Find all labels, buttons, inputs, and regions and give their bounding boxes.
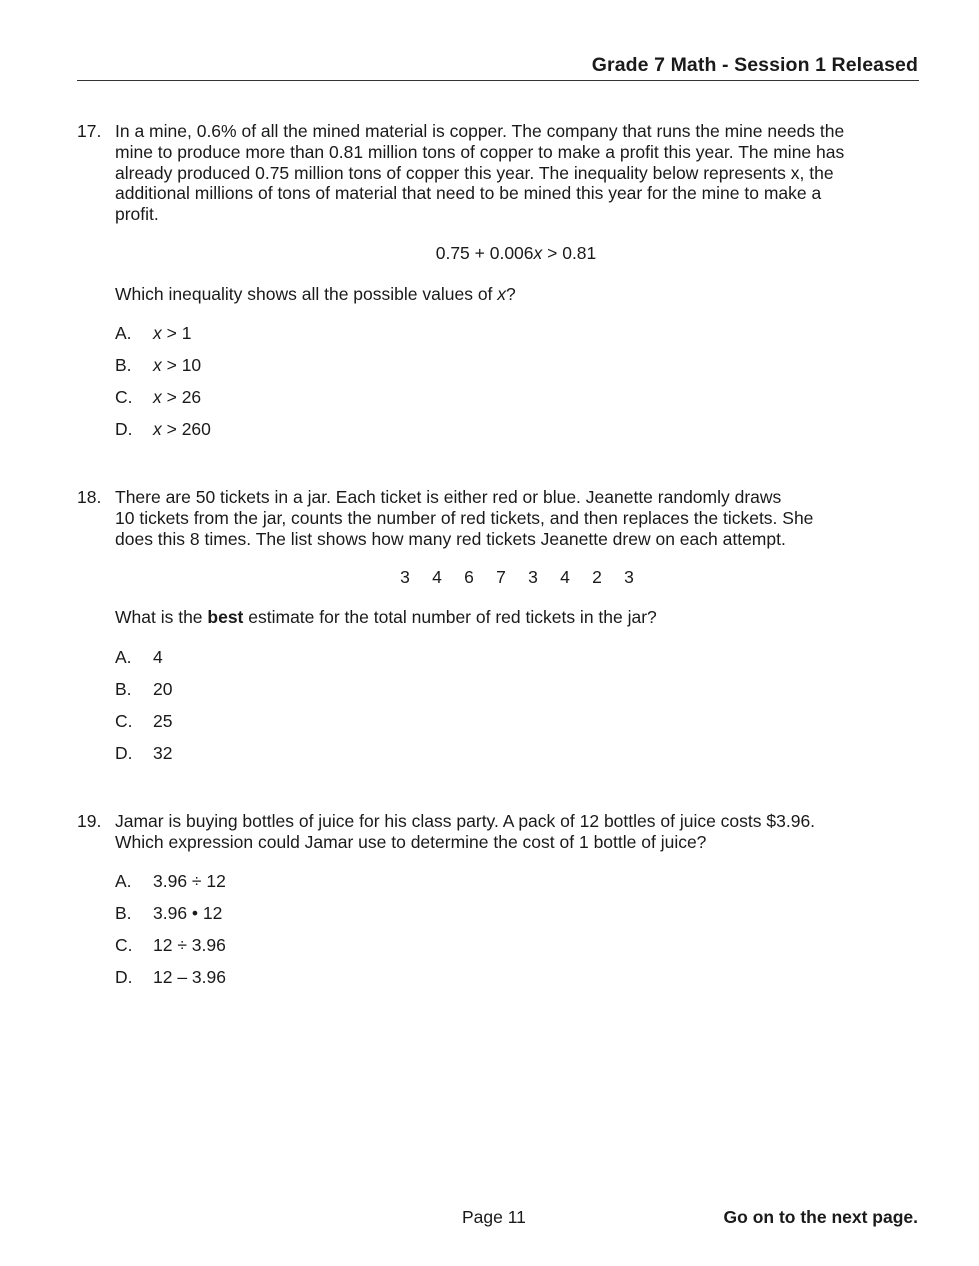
stem-line: does this 8 times. The list shows how many red tickets Jeanette drew on each attempt. (115, 528, 786, 549)
stem-line: additional millions of tons of material that need to be mined this year for the mine to make a (115, 183, 822, 204)
answer-choice-d[interactable]: D. 32 (115, 743, 173, 763)
question-prompt: What is the best estimate for the total number of red tickets in the jar? (115, 607, 657, 627)
question-number: 19. (77, 811, 102, 831)
page-header-title: Grade 7 Math - Session 1 Released (591, 54, 918, 76)
data-value: 7 (496, 567, 506, 587)
data-value: 4 (560, 567, 570, 587)
data-value: 4 (432, 567, 442, 587)
answer-choice-c[interactable]: C. 12 ÷ 3.96 (115, 935, 226, 955)
stem-line: In a mine, 0.6% of all the mined material is copper. The company that runs the mine needs the (115, 121, 845, 141)
answer-choice-b[interactable]: B. 3.96 • 12 (115, 903, 223, 923)
answer-choice-c[interactable]: C. x > 26 (115, 387, 202, 407)
question-prompt: Which inequality shows all the possible values of x? (115, 284, 516, 304)
data-value: 6 (464, 567, 474, 587)
stem-line: mine to produce more than 0.81 million tons of copper to make a profit this year. The mine has (115, 141, 845, 162)
stem-line: Jamar is buying bottles of juice for his class party. A pack of 12 bottles of juice costs $3.96. (115, 811, 816, 831)
answer-choice-d[interactable]: D. x > 260 (115, 419, 211, 439)
data-value: 3 (624, 567, 634, 587)
question-number: 17. (77, 121, 102, 141)
answer-choice-a[interactable]: A. 3.96 ÷ 12 (115, 871, 226, 891)
data-value: 3 (528, 567, 538, 587)
answer-choice-c[interactable]: C. 25 (115, 711, 173, 731)
red-ticket-counts (389, 567, 649, 588)
stem-line: 10 tickets from the jar, counts the number of red tickets, and then replaces the tickets. She (115, 507, 814, 528)
inequality-expression: 0.75 + 0.006x > 0.81 (435, 243, 597, 263)
question-stem (115, 487, 919, 549)
answer-choice-a[interactable]: A. x > 1 (115, 323, 192, 343)
stem-line: profit. (115, 204, 159, 225)
next-page-notice: Go on to the next page. (723, 1207, 918, 1227)
question-stem (115, 811, 919, 853)
answer-choice-b[interactable]: B. 20 (115, 679, 173, 699)
stem-line: Which expression could Jamar use to determine the cost of 1 bottle of juice? (115, 831, 707, 852)
answer-choice-d[interactable]: D. 12 – 3.96 (115, 967, 226, 987)
question-number: 18. (77, 487, 102, 507)
answer-choice-b[interactable]: B. x > 10 (115, 355, 202, 375)
question-stem (115, 121, 919, 225)
data-value: 3 (400, 567, 410, 587)
header-divider (77, 80, 919, 81)
stem-line: There are 50 tickets in a jar. Each ticket is either red or blue. Jeanette randomly draws (115, 487, 782, 507)
page-number: Page 11 (462, 1207, 526, 1227)
stem-line: already produced 0.75 million tons of copper this year. The inequality below represents x, the (115, 162, 834, 183)
answer-choice-a[interactable]: A. 4 (115, 647, 163, 667)
data-value: 2 (592, 567, 602, 587)
